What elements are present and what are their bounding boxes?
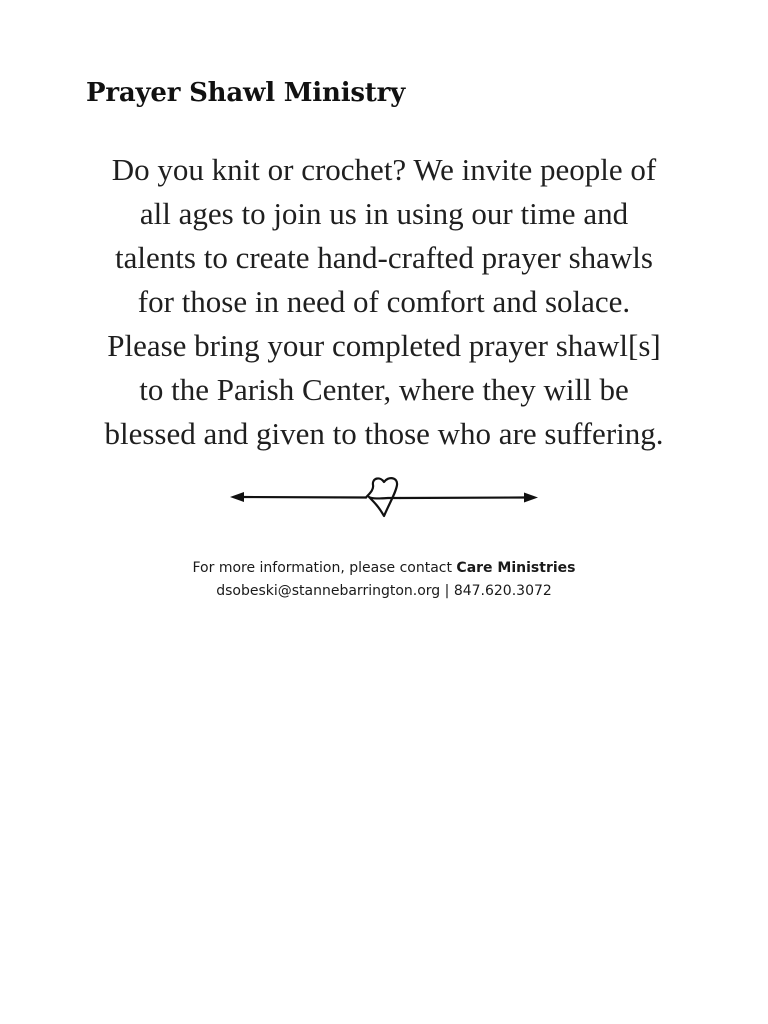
- contact-line-2: [84, 580, 684, 603]
- contact-line-1: [84, 557, 684, 580]
- contact-phone[interactable]: 847.620.3072: [453, 583, 552, 599]
- contact-organization: Care Ministries: [456, 560, 576, 576]
- contact-lead-text: For more information, please contact: [192, 560, 457, 576]
- invitation-line: for those in need of comfort and solace.: [137, 284, 631, 319]
- flyer-title: Prayer Shawl Ministry: [86, 78, 406, 108]
- contact-separator: |: [440, 583, 454, 599]
- invitation-line: talents to create hand-crafted prayer shawls: [115, 240, 653, 275]
- invitation-line: blessed and given to those who are suffering.: [104, 416, 664, 451]
- invitation-line: Do you knit or crochet? We invite people of: [111, 152, 657, 187]
- contact-block: [84, 557, 684, 603]
- invitation-line: to the Parish Center, where they will be: [139, 372, 629, 407]
- invitation-paragraph: [40, 148, 728, 456]
- invitation-line: Please bring your completed prayer shawl[s]: [107, 328, 661, 363]
- heart-arrow-icon: [228, 474, 540, 526]
- contact-email[interactable]: dsobeski@stannebarrington.org: [216, 583, 441, 599]
- invitation-line: all ages to join us in using our time and: [139, 196, 629, 231]
